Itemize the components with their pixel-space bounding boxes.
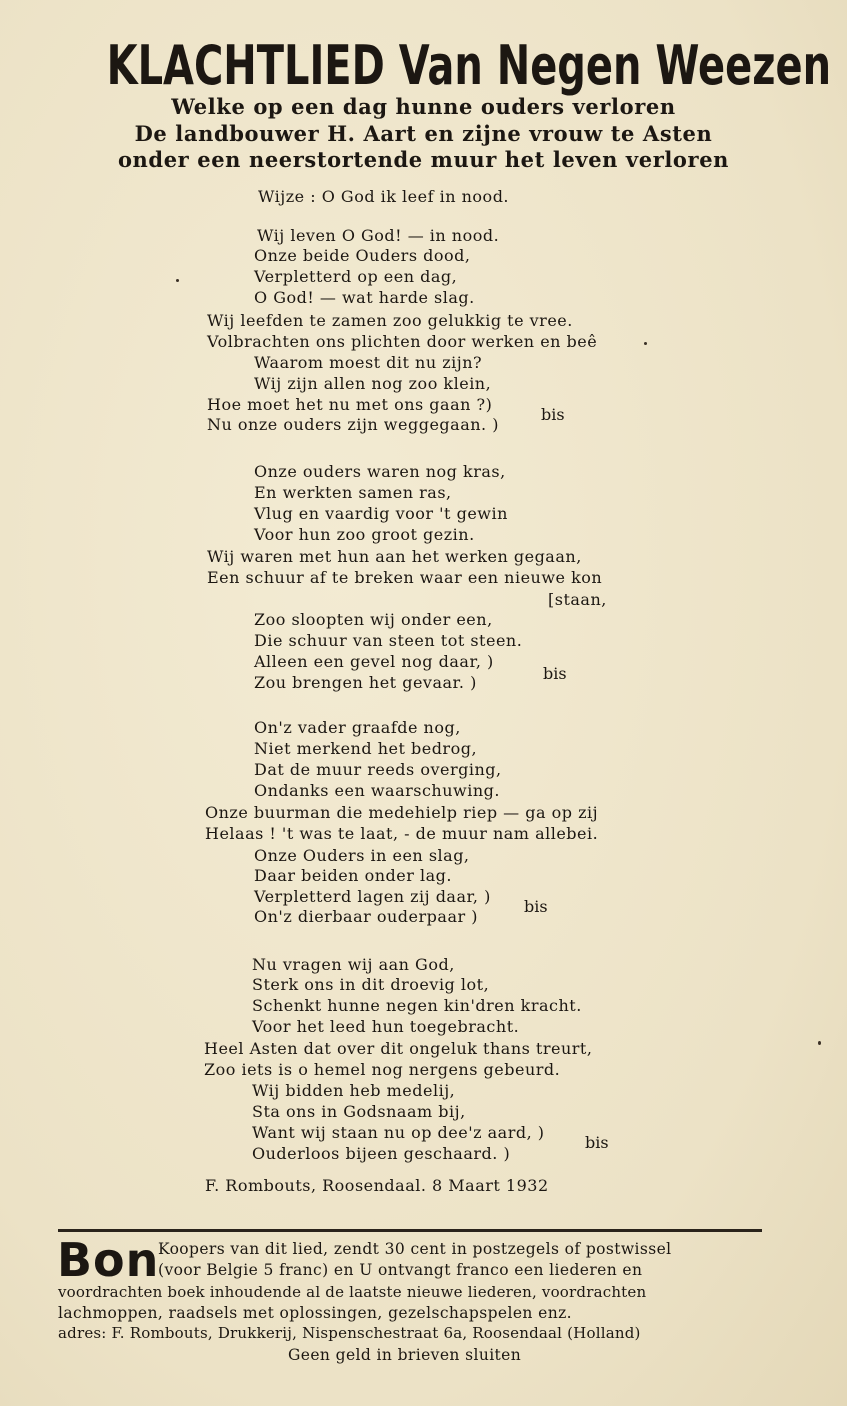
verse-line: Verpletterd op een dag,	[254, 267, 458, 286]
song-title: KLACHTLIED Van Negen Weezen	[106, 34, 832, 97]
verse-line: O God! — wat harde slag.	[254, 288, 475, 307]
verse-line: Sta ons in Godsnaam bij,	[252, 1102, 466, 1121]
verse-line: Want wij staan nu op dee'z aard, )	[252, 1123, 545, 1142]
verse-line: Onze ouders waren nog kras,	[254, 462, 506, 481]
bis-marker: bis	[524, 897, 548, 916]
verse-line: On'z vader graafde nog,	[254, 718, 461, 737]
verse-line: Onze Ouders in een slag,	[254, 846, 470, 865]
verse-line: Voor het leed hun toegebracht.	[252, 1017, 520, 1036]
verse-line: Sterk ons in dit droevig lot,	[252, 975, 490, 994]
verse-line: Verpletterd lagen zij daar, )	[254, 887, 491, 906]
bon-line: Geen geld in brieven sluiten	[288, 1346, 522, 1364]
verse-line: Zoo iets is o hemel nog nergens gebeurd.	[204, 1060, 561, 1079]
verse-line: Zou brengen het gevaar. )	[254, 673, 477, 692]
verse-line: Hoe moet het nu met ons gaan ?)	[207, 395, 493, 414]
verse-line: Wij leefden te zamen zoo gelukkig te vree.	[207, 311, 573, 330]
bis-marker: bis	[543, 664, 567, 683]
verse-line: Onze beide Ouders dood,	[254, 246, 471, 265]
verse-line: Wij leven O God! — in nood.	[257, 226, 500, 245]
ink-speck	[818, 1041, 821, 1045]
bon-line: adres: F. Rombouts, Drukkerij, Nispenschestraat 6a, Roosendaal (Holland)	[58, 1324, 641, 1342]
bis-marker: bis	[585, 1133, 609, 1152]
verse-line: Wij waren met hun aan het werken gegaan,	[207, 547, 582, 566]
verse-line: Helaas ! 't was te laat, - de muur nam allebei.	[205, 824, 599, 843]
bon-line: Koopers van dit lied, zendt 30 cent in postzegels of postwissel	[158, 1240, 672, 1258]
verse-line: Die schuur van steen tot steen.	[254, 631, 523, 650]
verse-line: Waarom moest dit nu zijn?	[254, 353, 483, 372]
verse-line: Zoo sloopten wij onder een,	[254, 610, 493, 629]
subtitle-line-3: onder een neerstortende muur het leven verloren	[117, 147, 730, 172]
melody-note: Wijze : O God ik leef in nood.	[258, 187, 510, 206]
ink-speck	[644, 342, 647, 345]
bon-heading: Bon	[57, 1233, 160, 1287]
verse-line: Een schuur af te breken waar een nieuwe kon	[207, 568, 603, 587]
verse-line: Onze buurman die medehielp riep — ga op zij	[205, 803, 599, 822]
verse-line: Nu vragen wij aan God,	[252, 955, 455, 974]
verse-line: Ouderloos bijeen geschaard. )	[252, 1144, 511, 1163]
verse-line: Niet merkend het bedrog,	[254, 739, 478, 758]
verse-line: Daar beiden onder lag.	[254, 866, 452, 885]
verse-line: Schenkt hunne negen kin'dren kracht.	[252, 996, 582, 1015]
verse-line: Nu onze ouders zijn weggegaan. )	[207, 415, 499, 434]
subtitle-line-1: Welke op een dag hunne ouders verloren	[171, 94, 676, 119]
verse-line: Wij zijn allen nog zoo klein,	[254, 374, 492, 393]
bon-line: lachmoppen, raadsels met oplossingen, gezelschapspelen enz.	[58, 1304, 572, 1322]
divider-rule	[58, 1229, 762, 1232]
subtitle-line-2: De landbouwer H. Aart en zijne vrouw te Asten	[134, 121, 713, 146]
verse-line: [staan,	[548, 590, 607, 609]
verse-line: Wij bidden heb medelij,	[252, 1081, 456, 1100]
signature: F. Rombouts, Roosendaal. 8 Maart 1932	[205, 1176, 549, 1195]
ink-speck	[176, 279, 179, 282]
verse-line: Volbrachten ons plichten door werken en beê	[207, 332, 598, 351]
verse-line: Dat de muur reeds overging,	[254, 760, 502, 779]
bon-line: voordrachten boek inhoudende al de laatste nieuwe liederen, voordrachten	[58, 1283, 647, 1301]
verse-line: Voor hun zoo groot gezin.	[254, 525, 475, 544]
verse-line: Ondanks een waarschuwing.	[254, 781, 500, 800]
bis-marker: bis	[541, 405, 565, 424]
verse-line: En werkten samen ras,	[254, 483, 452, 502]
verse-line: On'z dierbaar ouderpaar )	[254, 907, 478, 926]
verse-line: Alleen een gevel nog daar, )	[254, 652, 494, 671]
verse-line: Heel Asten dat over dit ongeluk thans treurt,	[204, 1039, 593, 1058]
bon-line: (voor Belgie 5 franc) en U ontvangt franco een liederen en	[158, 1261, 643, 1279]
verse-line: Vlug en vaardig voor 't gewin	[254, 504, 508, 523]
